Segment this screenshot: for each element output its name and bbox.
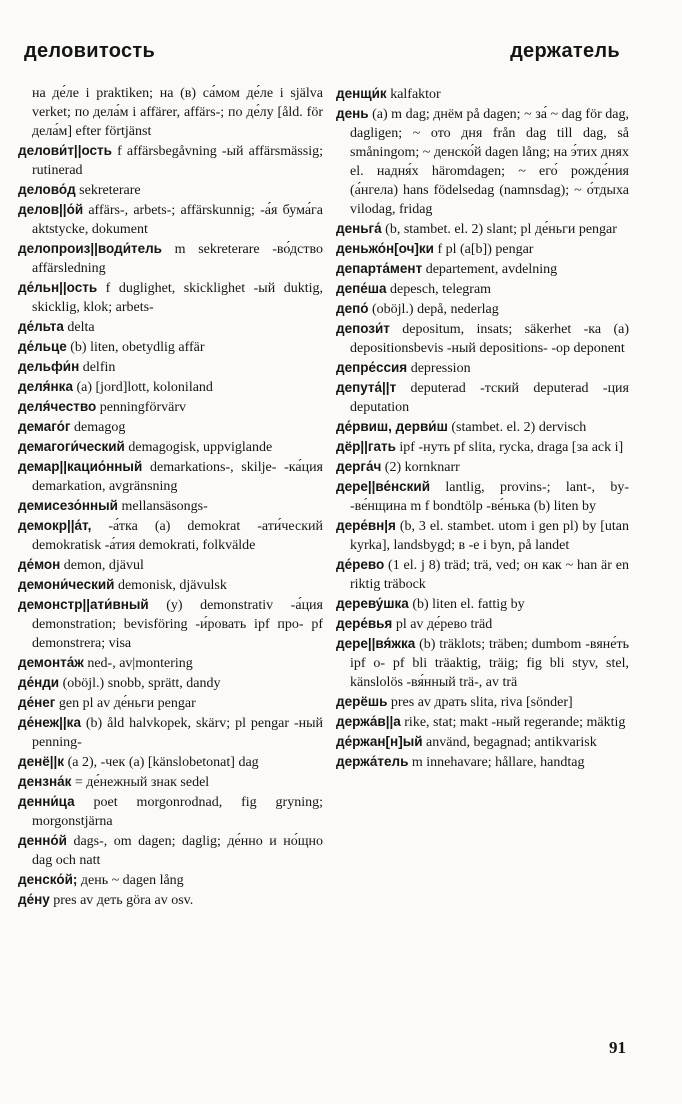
entry-headword: депози́т (336, 321, 390, 336)
entry-headword: депо́ (336, 301, 369, 316)
entry-definition: (a) [jord]lott, koloniland (72, 380, 213, 395)
entry-headword: де́неж||ка (18, 715, 81, 730)
entry-headword: дере́вья (336, 616, 393, 631)
right-running-headword: держатель (510, 40, 620, 62)
dictionary-entry (18, 890, 323, 910)
entry-headword: дёр||гать (336, 439, 396, 454)
entry-headword: де́льн||ость (18, 280, 98, 295)
entry-definition: delfin (79, 360, 116, 375)
entry-definition: m innehavare; hållare, handtag (408, 755, 585, 770)
dictionary-entry (18, 337, 323, 357)
entry-headword: демонта́ж (18, 655, 84, 670)
entry-headword: де́льце (18, 339, 67, 354)
entry-headword: делов||о́й (18, 202, 84, 217)
entry-definition: depositum, insats; säkerhet -ка (a) depositionsbevis -ный depositions- -ор deponent (350, 322, 629, 356)
entry-headword: дензна́к (18, 774, 72, 789)
dictionary-entry (18, 417, 323, 437)
dictionary-entry (336, 752, 629, 772)
entry-headword: демонстр||ати́вный (18, 597, 149, 612)
dictionary-entry (18, 653, 323, 673)
dictionary-entry (336, 299, 629, 319)
entry-headword: дельфи́н (18, 359, 80, 374)
entry-definition: poet morgonrodnad, fig gryning; morgonstjärna (32, 795, 323, 829)
entry-definition: demarkations-, skilje- -ка́ция demarkation, avgränsning (32, 460, 323, 494)
entry-headword: деля́нка (18, 379, 73, 394)
dictionary-entry (336, 555, 629, 594)
entry-definition: f affärsbegåvning -ый affärsmässig; rutinerad (32, 144, 323, 178)
dictionary-entry (18, 713, 323, 752)
dictionary-entry (18, 317, 323, 337)
dictionary-entry (336, 457, 629, 477)
entry-definition: mellansäsongs- (117, 499, 208, 514)
running-header (24, 40, 620, 70)
entry-headword: демаго́г (18, 419, 71, 434)
dictionary-entry (18, 792, 323, 831)
entry-headword: демисезо́нный (18, 498, 118, 513)
dictionary-entry (18, 180, 323, 200)
entry-headword: дерёшь (336, 694, 388, 709)
entry-definition: depression (407, 361, 471, 376)
entry-definition: demagogisk, uppviglande (124, 440, 273, 455)
dictionary-entry (336, 239, 629, 259)
dictionary-entry (18, 575, 323, 595)
entry-headword: де́льта (18, 319, 64, 334)
dictionary-entry (18, 831, 323, 870)
dictionary-entry (18, 673, 323, 693)
entry-headword: де́мон (18, 557, 61, 572)
entry-headword: деньга́ (336, 221, 382, 236)
dictionary-entry (336, 634, 629, 692)
entry-headword: де́рвиш, дерви́ш (336, 419, 448, 434)
entry-headword: денско́й; (18, 872, 78, 887)
dictionary-entry (336, 594, 629, 614)
left-column (18, 84, 323, 910)
entry-definition: день ~ dagen lång (77, 873, 184, 888)
entry-headword: депре́ссия (336, 360, 408, 375)
dictionary-entry (18, 357, 323, 377)
entry-headword: демар||кацио́нный (18, 459, 143, 474)
entry-headword: делопроиз||води́тель (18, 241, 162, 256)
dictionary-entry (18, 555, 323, 575)
entry-headword: денщи́к (336, 86, 387, 101)
entry-headword: демагоги́ческий (18, 439, 125, 454)
entry-headword: делови́т||ость (18, 143, 112, 158)
entry-definition: (b, 3 el. stambet. utom i gen pl) by [utan kyrka], landsbygd; в -е i byn, på landet (350, 519, 629, 553)
entry-headword: денно́й (18, 833, 67, 848)
dictionary-entry (336, 259, 629, 279)
entry-definition: ned-, av|montering (83, 656, 193, 671)
entry-headword: де́нег (18, 695, 56, 710)
dictionary-entry (18, 141, 323, 180)
dictionary-entry (336, 477, 629, 516)
entry-definition: ipf -нуть pf slita, rycka, draga [за ack i] (395, 440, 624, 455)
entry-headword: делово́д (18, 182, 76, 197)
dictionary-entry (336, 358, 629, 378)
entry-headword: депута́||т (336, 380, 397, 395)
entry-headword: держа́в||а (336, 714, 401, 729)
entry-definition: departement, avdelning (422, 262, 558, 277)
entry-definition: (a 2), -чек (a) [känslobetonat] dag (64, 755, 259, 770)
entry-headword: де́ну (18, 892, 50, 907)
entry-definition: (oböjl.) depå, nederlag (368, 302, 499, 317)
entry-headword: дере||ве́нский (336, 479, 431, 494)
entry-headword: де́ржан[н]ый (336, 734, 423, 749)
dictionary-entry (18, 200, 323, 239)
dictionary-entry (18, 437, 323, 457)
entry-definition: (stambet. el. 2) dervisch (447, 420, 587, 435)
entry-definition: pl av де́рево träd (392, 617, 493, 632)
entry-headword: демони́ческий (18, 577, 115, 592)
entry-definition: deputerad -тский deputerad -ция deputation (350, 381, 629, 415)
entry-headword: депе́ша (336, 281, 387, 296)
entry-definition: demonisk, djävulsk (114, 578, 227, 593)
entry-definition: dags-, om dagen; daglig; де́нно и но́щно dag och natt (32, 834, 323, 868)
dictionary-entry (336, 378, 629, 417)
dictionary-entry (18, 84, 323, 141)
entry-definition: affärs-, arbets-; affärskunnig; -а́я бума́га aktstycke, dokument (32, 203, 323, 237)
entry-definition: delta (63, 320, 95, 335)
dictionary-entry (18, 693, 323, 713)
dictionary-entry (18, 870, 323, 890)
entry-definition: на де́ле i praktiken; на (в) са́мом де́ле i själva verket; по дела́м i affärer, affärs-; по де́лу [åld. för дела́м] efter förtjänst (32, 86, 323, 139)
entry-definition: depesch, telegram (386, 282, 492, 297)
entry-definition: pres av драть slita, riva [sönder] (387, 695, 573, 710)
dictionary-entry (336, 437, 629, 457)
entry-headword: департа́мент (336, 261, 423, 276)
entry-headword: денё||к (18, 754, 65, 769)
entry-definition: rike, stat; makt -ный regerande; mäktig (400, 715, 626, 730)
dictionary-entry (336, 279, 629, 299)
entry-definition: (b) liten, obetydlig affär (66, 340, 205, 355)
entry-headword: де́нди (18, 675, 60, 690)
dictionary-entry (336, 417, 629, 437)
entry-definition: (b) liten el. fattig by (408, 597, 525, 612)
dictionary-entry (18, 772, 323, 792)
entry-definition: (y) demonstrativ -а́ция demonstration; bevisföring -и́ровать ipf про- pf demonstrera; visa (32, 598, 323, 651)
dictionary-entry (336, 84, 629, 104)
dictionary-entry (18, 516, 323, 555)
dictionary-entry (336, 104, 629, 219)
dictionary-entry (336, 614, 629, 634)
entry-definition: penningförvärv (96, 400, 186, 415)
dictionary-entry (18, 239, 323, 278)
entry-definition: (b, stambet. el. 2) slant; pl де́ньги pengar (381, 222, 617, 237)
entry-definition: f pl (a[b]) pengar (433, 242, 534, 257)
dictionary-entry (336, 732, 629, 752)
dictionary-entry (18, 377, 323, 397)
entry-definition: sekreterare (75, 183, 141, 198)
dictionary-entry (336, 219, 629, 239)
entry-headword: деньжо́н[оч]ки (336, 241, 434, 256)
entry-definition: = де́нежный знак sedel (71, 775, 210, 790)
entry-definition: demagog (70, 420, 126, 435)
entry-definition: (1 el. j 8) träd; trä, ved; он как ~ han är en riktig träbock (350, 558, 629, 592)
entry-definition: gen pl av де́ньги pengar (55, 696, 196, 711)
entry-definition: använd, begagnad; antikvarisk (422, 735, 597, 750)
entry-headword: дере́вн|я (336, 518, 396, 533)
entry-definition: (b) träklots; träben; dumbom -вяне́ть ipf о- pf bli träaktig, träig; fig bli styv, stel, känslolös -вя́нный trä-, av trä (350, 637, 629, 690)
dictionary-entry (18, 595, 323, 653)
entry-definition: pres av деть göra av osv. (49, 893, 194, 908)
dictionary-entry (18, 397, 323, 417)
left-running-headword: деловитость (24, 40, 156, 62)
entry-definition: lantlig, provins-; lant-, by- -ве́нщина m f bondtölp -ве́нька (b) liten by (350, 480, 629, 514)
dictionary-entry (336, 712, 629, 732)
dictionary-entry (336, 319, 629, 358)
entry-definition: f duglighet, skicklighet -ый duktig, skicklig, klok; arbets- (32, 281, 323, 315)
entry-headword: деля́чество (18, 399, 97, 414)
entry-headword: дерга́ч (336, 459, 382, 474)
entry-headword: день (336, 106, 369, 121)
entry-definition: (b) åld halvkopek, skärv; pl pengar -ный penning- (32, 716, 323, 750)
dictionary-entry (336, 516, 629, 555)
page-number: 91 (609, 1038, 626, 1057)
entry-definition: (a) m dag; днём på dagen; ~ за́ ~ dag för dag, dagligen; ~ ото дня från dag till dag, så småningom; ~ денско́й dagen lång; на э́тих днях el. надня́х häromdagen; ~ его́ рожде́ния (а́нгела) hans födelsedag (namnsdag); ~ о́тдыха vilodag, fridag (350, 107, 629, 217)
entry-definition: (2) kornknarr (381, 460, 460, 475)
entry-headword: держа́тель (336, 754, 409, 769)
dictionary-entry (18, 457, 323, 496)
dictionary-entry (336, 692, 629, 712)
entry-headword: дере||вя́жка (336, 636, 416, 651)
entry-definition: -а́тка (a) demokrat -ати́ческий demokratisk -а́тия demokrati, folkvälde (32, 519, 323, 553)
entry-definition: demon, djävul (60, 558, 144, 573)
entry-headword: демокр||а́т, (18, 518, 92, 533)
dictionary-entry (18, 752, 323, 772)
dictionary-entry (18, 278, 323, 317)
entry-headword: де́рево (336, 557, 385, 572)
entry-definition: m sekreterare -во́дство affärsledning (32, 242, 323, 276)
dictionary-entry (18, 496, 323, 516)
entry-headword: денни́ца (18, 794, 75, 809)
right-column (336, 84, 629, 772)
entry-definition: (oböjl.) snobb, sprätt, dandy (59, 676, 221, 691)
entry-headword: дереву́шка (336, 596, 409, 611)
entry-definition: kalfaktor (386, 87, 441, 102)
